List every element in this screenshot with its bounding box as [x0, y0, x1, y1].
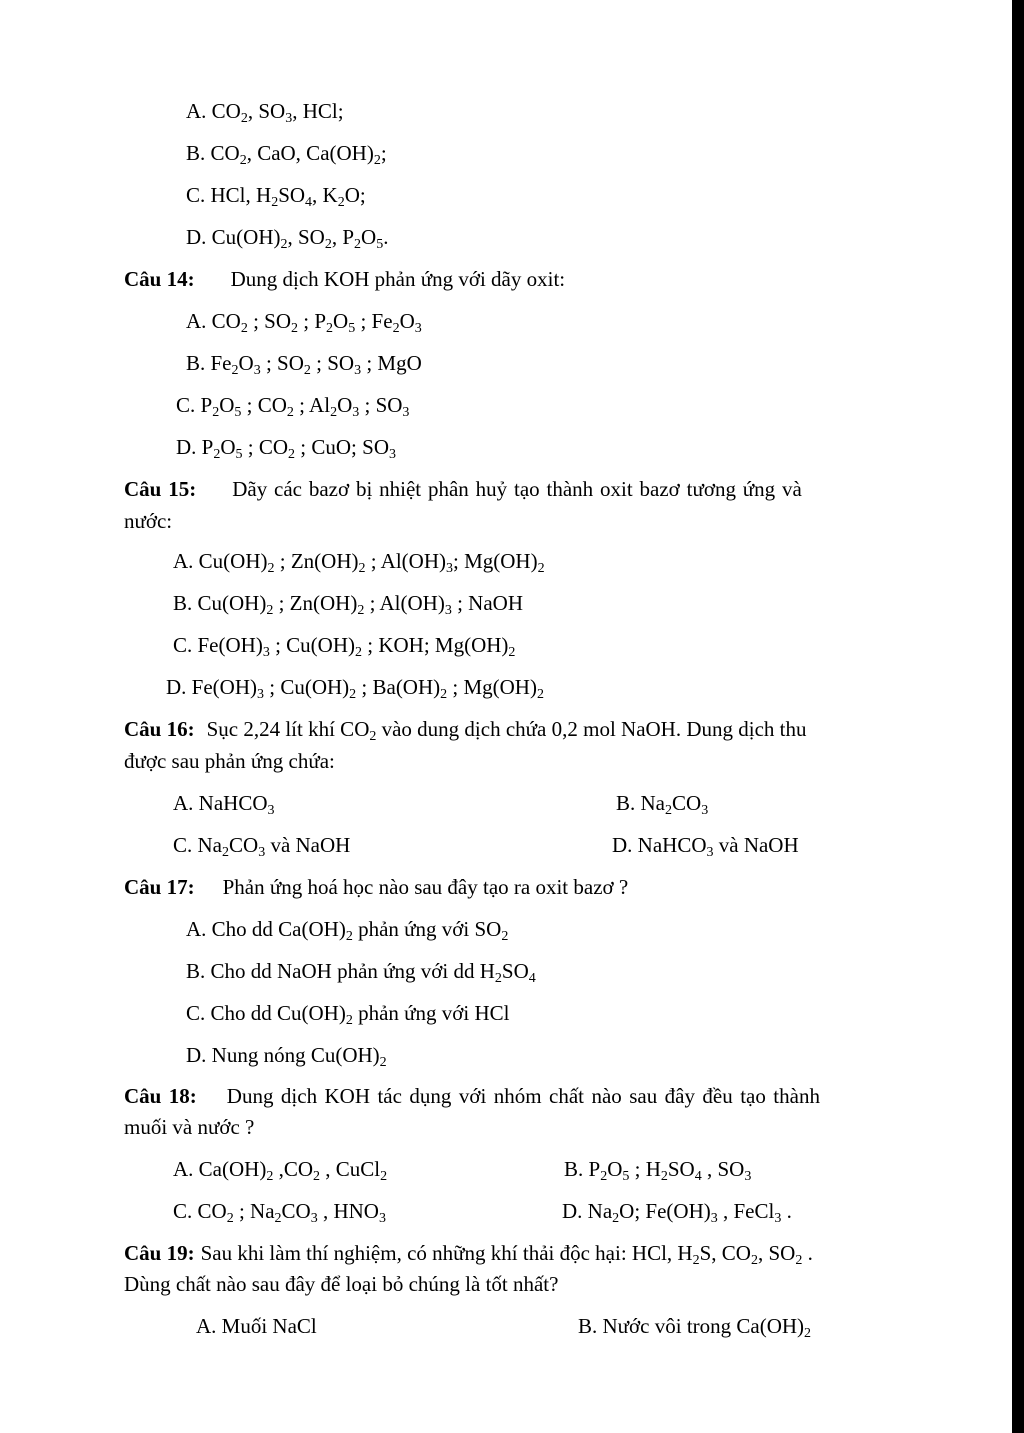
question-label: Câu 16:: [124, 717, 195, 741]
prev-option-d: D. $Cu(OH)_2$, $SO_2$, $P_2O_5$.: [186, 225, 389, 252]
q15-option-d: D. $Fe(OH)_3$ ; $Cu(OH)_2$ ; $Ba(OH)_2$ ; $Mg(OH)_2$: [166, 675, 544, 702]
q16-option-d: D. NaHCO$_3$ và NaOH: [612, 833, 799, 860]
q17-option-c: C. Cho dd $Cu(OH)_2$ phản ứng với HCl: [186, 1001, 510, 1028]
question-18: [124, 1083, 820, 1109]
q14-option-b: B. $Fe_2O_3$ ; $SO_2$ ; $SO_3$ ; MgO: [186, 351, 422, 378]
q18-option-a: A. $Ca(OH)_2$ $,CO_2$ , CuCl$_2$: [173, 1157, 388, 1184]
q15-option-c: C. $Fe(OH)_3$ ; $Cu(OH)_2$ ; KOH; $Mg(OH)_2$: [173, 633, 516, 660]
question-text: Phản ứng hoá học nào sau đây tạo ra oxit bazơ ?: [222, 875, 629, 899]
question-label: Câu 14:: [124, 267, 195, 291]
q18-option-c: C. $CO_2$ ; $Na_2CO_3$ , $HNO_3$: [173, 1199, 386, 1226]
question-19-cont: Dùng chất nào sau đây để loại bỏ chúng là tốt nhất?: [124, 1272, 559, 1296]
q14-option-d: D. $P_2O_5$ ; $CO_2$ ; CuO; $SO_3$: [176, 435, 396, 462]
question-16-cont: được sau phản ứng chứa:: [124, 749, 335, 773]
question-label: Câu 19:: [124, 1241, 195, 1265]
question-18-cont: muối và nước ?: [124, 1115, 255, 1139]
q16-option-c: C. $Na_2CO_3$ và NaOH: [173, 833, 351, 860]
question-label: Câu 15:: [124, 477, 197, 501]
prev-option-c: C. HCl, $H_2SO_4$, $K_2O$;: [186, 183, 366, 210]
q18-option-d: D. $Na_2O$; $Fe(OH)_3$ , FeCl$_3$ .: [562, 1199, 792, 1226]
question-text: Dung dịch KOH tác dụng với nhóm chất nào sau đây đều tạo thành: [226, 1084, 820, 1108]
question-text: Dung dịch KOH phản ứng với dãy oxit:: [230, 267, 566, 291]
q15-option-b: B. $Cu(OH)_2$ ; $Zn(OH)_2$ ; $Al(OH)_3$ ; NaOH: [173, 591, 523, 618]
question-15: [124, 476, 802, 502]
q15-option-a: A. $Cu(OH)_2$ ; $Zn(OH)_2$ ; $Al(OH)_3$; $Mg(OH)_2$: [173, 549, 545, 576]
question-16: Câu 16: Sục 2,24 lít khí $CO_2$ vào dung dịch chứa 0,2 mol NaOH. Dung dịch thu: [124, 717, 807, 744]
question-label: Câu 17:: [124, 875, 195, 899]
question-17: [124, 874, 628, 900]
question-text: Dãy các bazơ bị nhiệt phân huỷ tạo thành oxit bazơ tương ứng và: [232, 477, 802, 501]
prev-option-b: B. $CO_2$, CaO, $Ca(OH)_2$;: [186, 141, 387, 168]
q18-option-b: B. $P_2O_5$ ; $H_2SO_4$ , $SO_3$: [564, 1157, 752, 1184]
q16-option-a: A. NaHCO$_3$: [173, 791, 275, 818]
prev-option-a: A. $CO_2$, $SO_3$, HCl;: [186, 99, 344, 126]
q16-option-b: B. $Na_2CO_3$: [616, 791, 709, 818]
question-14: [124, 266, 565, 292]
q14-option-a: A. $CO_2$ ; $SO_2$ ; $P_2O_5$ ; $Fe_2O_3$: [186, 309, 422, 336]
q17-option-a: A. Cho dd $Ca(OH)_2$ phản ứng với $SO_2$: [186, 917, 509, 944]
q19-option-a: A. Muối NaCl: [196, 1314, 317, 1338]
question-15-cont: nước:: [124, 509, 173, 533]
q14-option-c: C. $P_2O_5$ ; $CO_2$ ; $Al_2O_3$ ; $SO_3$: [176, 393, 410, 420]
question-label: Câu 18:: [124, 1084, 197, 1108]
q17-option-b: B. Cho dd NaOH phản ứng với dd $H_2SO_4$: [186, 959, 536, 986]
question-19: Câu 19: Sau khi làm thí nghiệm, có những khí thải độc hại: HCl, $H_2S$, $CO_2$, $SO_2$ .: [124, 1241, 813, 1268]
q19-option-b: B. Nước vôi trong $Ca(OH)_2$: [578, 1314, 812, 1341]
q17-option-d: D. Nung nóng $Cu(OH)_2$: [186, 1043, 387, 1070]
